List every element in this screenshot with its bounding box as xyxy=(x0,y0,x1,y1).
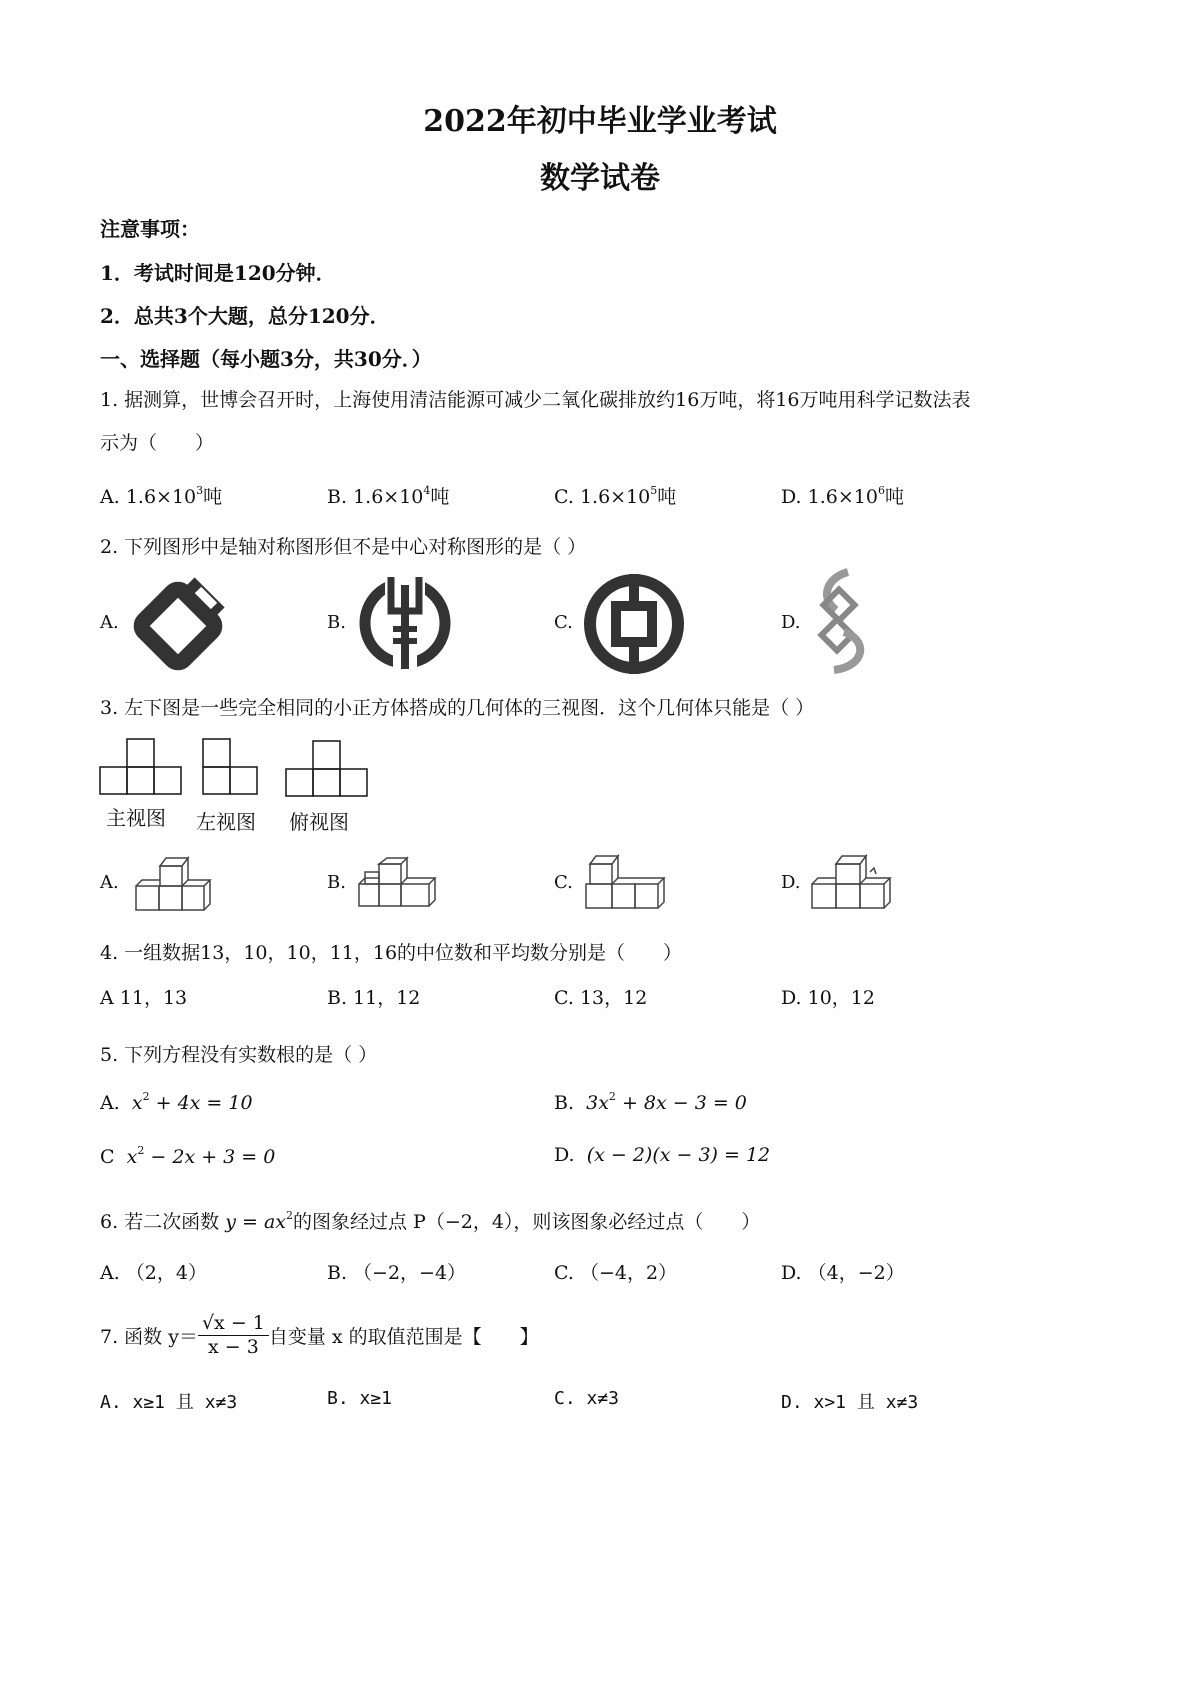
top-view-figure xyxy=(284,740,370,798)
q1-option-b[interactable] xyxy=(327,482,449,509)
left-view-figure xyxy=(201,738,259,796)
stem-text: 自变量 x 的取值范围是【 】 xyxy=(268,1325,539,1348)
fraction-denominator: x − 3 xyxy=(208,1335,259,1358)
option-base: 1.6×10 xyxy=(579,486,651,508)
question-1-line2: 示为（ ） xyxy=(100,432,215,454)
exam-title: 2022年初中毕业学业考试 xyxy=(423,104,777,139)
fraction-numerator: √x − 1 xyxy=(198,1312,269,1336)
q2-label-c[interactable]: C. xyxy=(554,612,573,633)
option-label: A. xyxy=(100,486,120,508)
option-label: C. xyxy=(554,486,574,508)
q2-label-d[interactable]: D. xyxy=(781,612,801,633)
note-item: 2．总共3个大题，总分120分． xyxy=(100,304,390,328)
option-exponent: 4 xyxy=(423,484,431,497)
option-base: 1.6×10 xyxy=(125,486,197,508)
q3-label-b[interactable]: B. xyxy=(327,872,346,893)
q3-label-a[interactable]: A. xyxy=(100,872,119,893)
option-unit: 吨 xyxy=(430,486,450,508)
solid-figure-a xyxy=(130,852,216,914)
option-label: D. xyxy=(781,486,802,508)
exam-subtitle: 数学试卷 xyxy=(540,161,660,196)
q6-option-a[interactable]: A. （2，4） xyxy=(100,1262,207,1284)
option-exponent: 2 xyxy=(142,1090,150,1103)
q1-option-a[interactable] xyxy=(100,482,222,509)
top-view-label: 俯视图 xyxy=(289,810,349,834)
q3-label-d[interactable]: D. xyxy=(781,872,801,893)
s-logo-icon xyxy=(806,566,874,676)
option-label: D. xyxy=(554,1144,575,1166)
q7-option-c[interactable]: C. x≠3 xyxy=(554,1388,620,1409)
q4-option-a[interactable]: A 11，13 xyxy=(100,987,188,1009)
function-exponent: 2 xyxy=(286,1209,293,1222)
q6-option-c[interactable]: C. （−4，2） xyxy=(554,1262,678,1284)
solid-figure-b xyxy=(355,852,441,914)
question-2-stem: 2. 下列图形中是轴对称图形但不是中心对称图形的是（ ） xyxy=(100,536,587,558)
q5-option-b[interactable] xyxy=(554,1092,747,1114)
ccb-logo-icon xyxy=(128,576,228,672)
stem-text: 6. 若二次函数 xyxy=(100,1211,226,1233)
option-term: x xyxy=(126,1146,138,1168)
stem-text: 7. 函数 y＝ xyxy=(100,1325,198,1348)
q5-option-c[interactable] xyxy=(100,1146,275,1168)
option-label: C xyxy=(100,1146,115,1168)
option-rest: − 2x + 3 = 0 xyxy=(144,1146,276,1168)
option-unit: 吨 xyxy=(657,486,677,508)
option-exponent: 3 xyxy=(196,484,204,497)
question-4-stem: 4. 一组数据13，10，10，11，16的中位数和平均数分别是（ ） xyxy=(100,942,683,964)
question-3-stem: 3. 左下图是一些完全相同的小正方体搭成的几何体的三视图．这个几何体只能是（ ） xyxy=(100,697,815,719)
solid-figure-d xyxy=(808,852,894,914)
notes-heading: 注意事项： xyxy=(100,217,200,241)
option-rest: (x − 2)(x − 3) = 12 xyxy=(586,1144,771,1166)
q1-option-c[interactable] xyxy=(554,482,676,509)
abc-logo-icon xyxy=(355,573,455,673)
option-term: 3x xyxy=(586,1092,609,1114)
question-1-line1: 1. 据测算，世博会召开时，上海使用清洁能源可减少二氧化碳排放约16万吨，将16万吨用科学记数法表 xyxy=(100,389,971,411)
option-rest: + 8x − 3 = 0 xyxy=(615,1092,747,1114)
option-exponent: 5 xyxy=(650,484,658,497)
option-label: B. xyxy=(554,1092,575,1114)
stem-text: 的图象经过点 P（−2，4），则该图象必经过点（ ） xyxy=(293,1211,761,1233)
function-expr: y = ax xyxy=(225,1211,286,1233)
question-5-stem: 5. 下列方程没有实数根的是（ ） xyxy=(100,1044,378,1066)
option-base: 1.6×10 xyxy=(807,486,878,508)
q4-option-b[interactable]: B. 11，12 xyxy=(327,987,421,1009)
q7-option-d[interactable]: D. x>1 且 x≠3 xyxy=(781,1392,919,1413)
q6-option-d[interactable]: D. （4，−2） xyxy=(781,1262,905,1284)
q7-option-a[interactable]: A. x≥1 且 x≠3 xyxy=(100,1392,238,1413)
option-exponent: 2 xyxy=(137,1144,145,1157)
q1-option-d[interactable] xyxy=(781,482,904,509)
front-view-figure xyxy=(98,738,184,796)
q4-option-c[interactable]: C. 13，12 xyxy=(554,987,648,1009)
q2-label-a[interactable]: A. xyxy=(100,612,119,633)
option-term: x xyxy=(131,1092,143,1114)
question-6-stem xyxy=(100,1207,760,1234)
q3-label-c[interactable]: C. xyxy=(554,872,573,893)
q6-option-b[interactable]: B. （−2，−4） xyxy=(327,1262,467,1284)
option-label: B. xyxy=(327,486,348,508)
option-base: 1.6×10 xyxy=(353,486,424,508)
q4-option-d[interactable]: D. 10，12 xyxy=(781,987,875,1009)
option-unit: 吨 xyxy=(203,486,223,508)
q7-option-b[interactable]: B. x≥1 xyxy=(327,1388,393,1409)
front-view-label: 主视图 xyxy=(106,806,166,830)
boc-logo-icon xyxy=(582,572,686,676)
q5-option-d[interactable] xyxy=(554,1144,770,1166)
solid-figure-c xyxy=(582,852,668,914)
option-rest: + 4x = 10 xyxy=(149,1092,253,1114)
left-view-label: 左视图 xyxy=(196,810,256,834)
option-exponent: 2 xyxy=(608,1090,616,1103)
question-7-stem xyxy=(100,1312,539,1359)
q5-option-a[interactable] xyxy=(100,1092,253,1114)
option-label: A. xyxy=(100,1092,120,1114)
q2-label-b[interactable]: B. xyxy=(327,612,346,633)
note-item: 1．考试时间是120分钟． xyxy=(100,261,336,285)
option-unit: 吨 xyxy=(884,486,904,508)
section-heading: 一、选择题（每小题3分，共30分．） xyxy=(100,347,432,371)
fraction xyxy=(198,1312,269,1359)
option-exponent: 6 xyxy=(877,484,885,497)
